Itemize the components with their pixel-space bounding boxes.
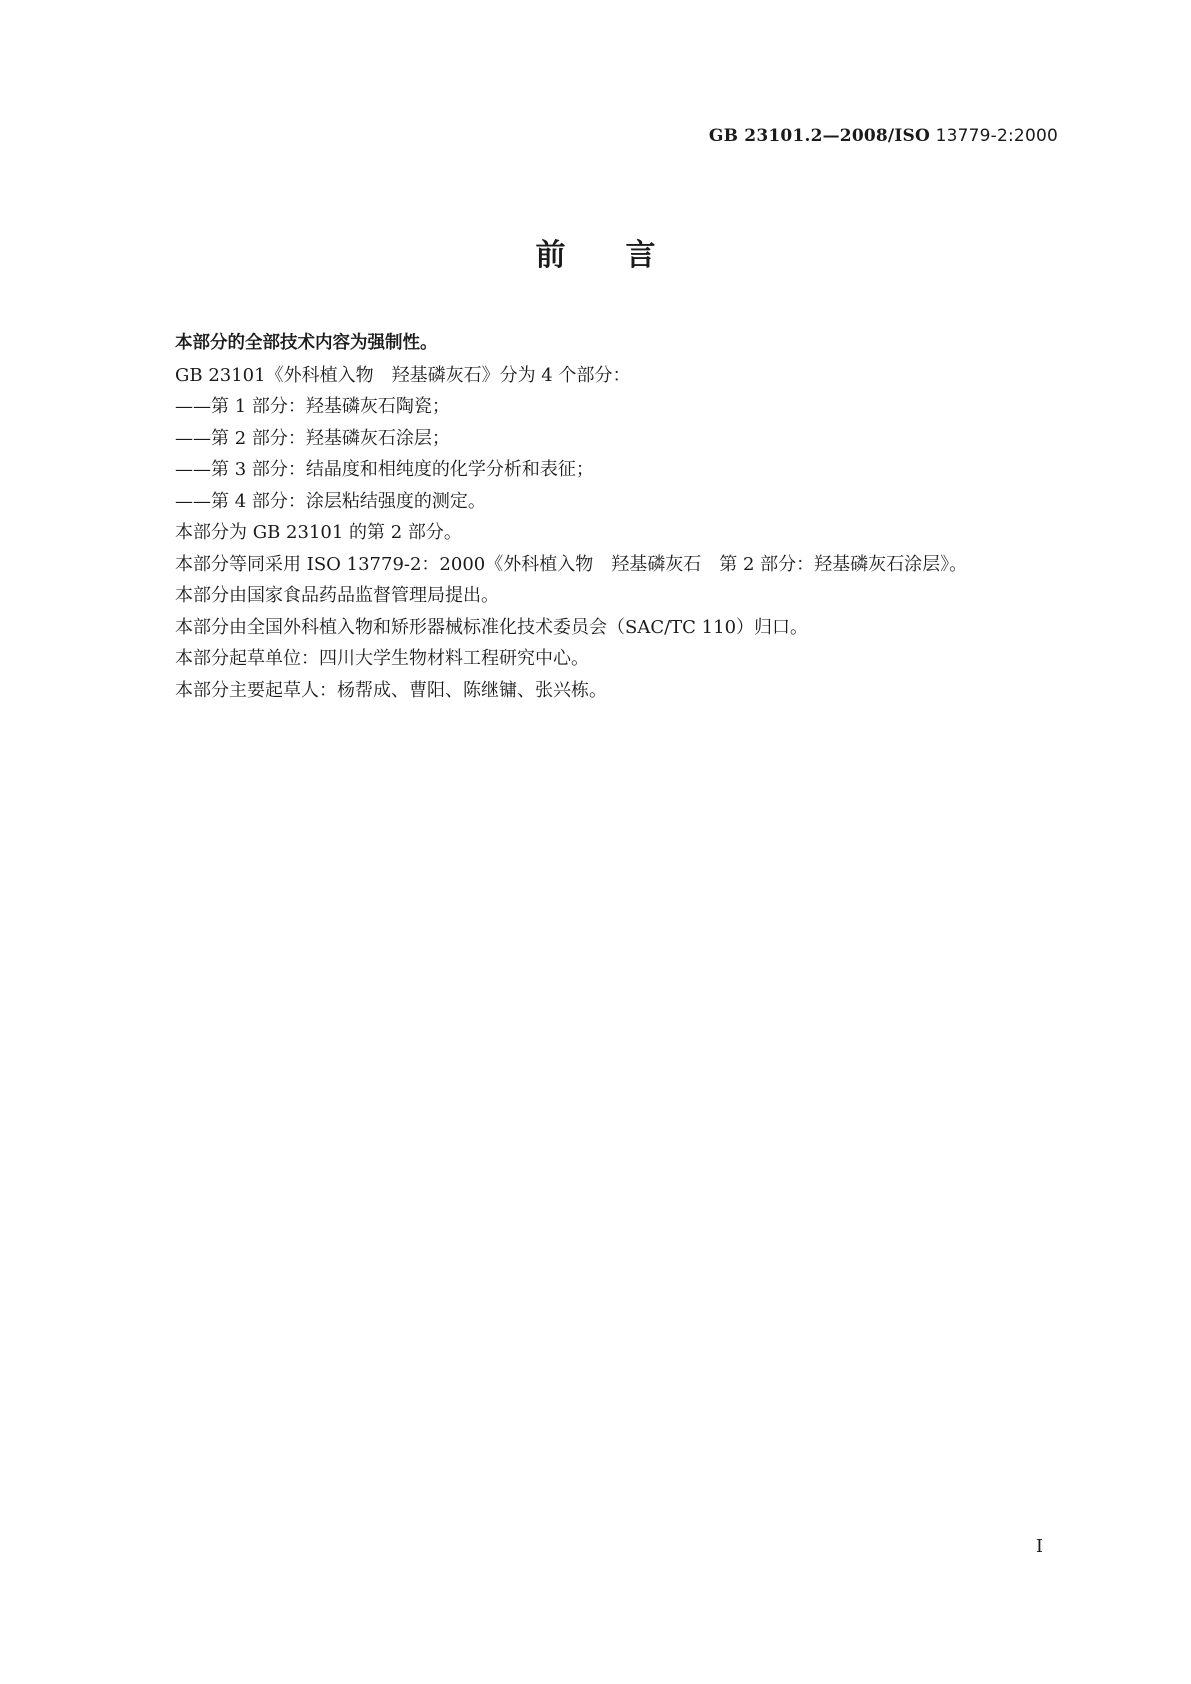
paragraph-centralized-by: 本部分由全国外科植入物和矫形器械标准化技术委员会（SAC/TC 110）归口。 <box>175 616 809 638</box>
paragraph-proposed-by: 本部分由国家食品药品监督管理局提出。 <box>175 585 499 606</box>
list-item-part-4: ——第 4 部分：涂层粘结强度的测定。 <box>175 490 486 512</box>
paragraph-parts-intro: GB 23101《外科植入物 羟基磷灰石》分为 4 个部分： <box>175 364 631 386</box>
standard-code-rest: 13779-2:2000 <box>929 126 1058 146</box>
mandatory-statement: 本部分的全部技术内容为强制性。 <box>175 333 438 353</box>
paragraph-drafting-unit: 本部分起草单位：四川大学生物材料工程研究中心。 <box>175 648 589 669</box>
standard-code-bold: GB 23101.2—2008/ISO <box>708 126 930 146</box>
standard-code-header <box>709 126 1058 146</box>
list-item-part-3: ——第 3 部分：结晶度和相纯度的化学分析和表征； <box>175 459 594 480</box>
paragraph-equivalence: 本部分等同采用 ISO 13779-2：2000《外科植入物 羟基磷灰石 第 2 部分：羟基磷灰石涂层》。 <box>175 553 968 575</box>
paragraph-drafters: 本部分主要起草人：杨帮成、曹阳、陈继镛、张兴栋。 <box>175 679 607 701</box>
page-number: I <box>1035 1536 1043 1557</box>
paragraph-this-part: 本部分为 GB 23101 的第 2 部分。 <box>175 522 462 543</box>
list-item-part-2: ——第 2 部分：羟基磷灰石涂层； <box>175 427 450 449</box>
list-item-part-1: ——第 1 部分：羟基磷灰石陶瓷； <box>175 396 450 417</box>
page-title: 前言 <box>535 238 716 273</box>
foreword-body <box>175 328 1055 706</box>
